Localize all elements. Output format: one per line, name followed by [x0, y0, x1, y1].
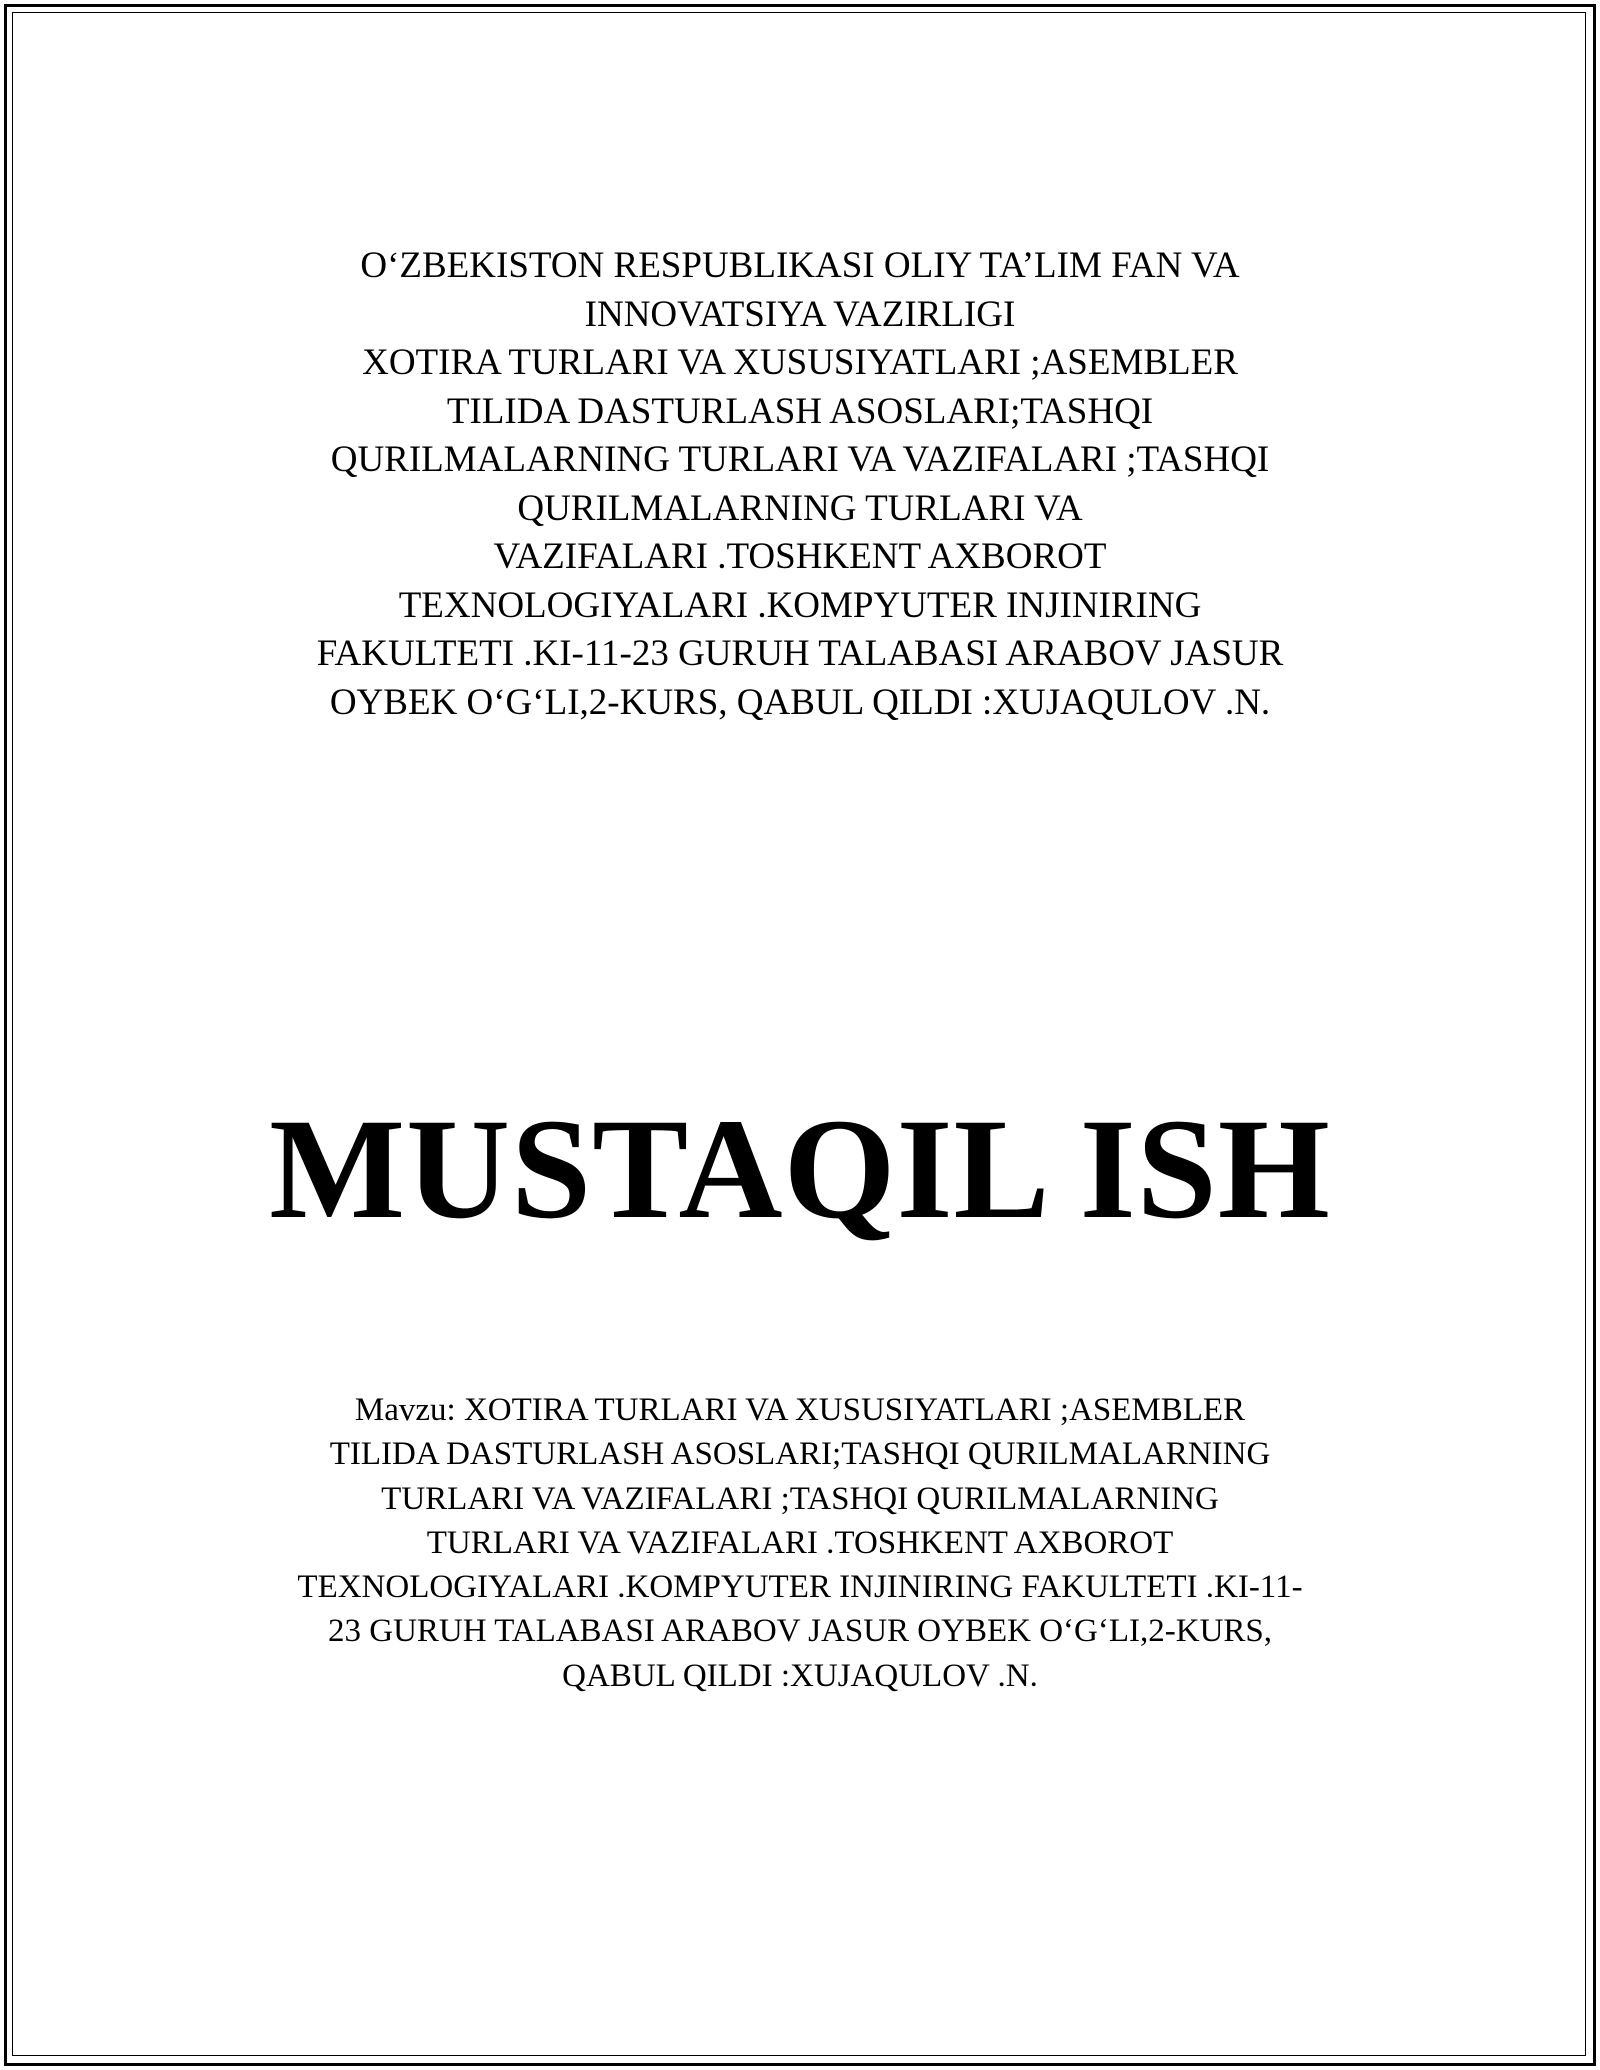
header-line: XOTIRA TURLARI VA XUSUSIYATLARI ;ASEMBLER [362, 342, 1238, 383]
topic-line: TILIDA DASTURLASH ASOSLARI;TASHQI QURILMALARNING [329, 1436, 1271, 1473]
header-line: TEXNOLOGIYALARI .KOMPYUTER INJINIRING [398, 584, 1202, 626]
header-line: O‘ZBEKISTON RESPUBLIKASI OLIY TA’LIM FAN VA [360, 245, 1240, 286]
topic-line: TEXNOLOGIYALARI .KOMPYUTER INJINIRING FAKULTETI .KI-11- [297, 1569, 1303, 1606]
topic-line: TURLARI VA VAZIFALARI .TOSHKENT AXBOROT [426, 1524, 1174, 1561]
header-line: OYBEK O‘G‘LI,2-KURS, QABUL QILDI :XUJAQULOV .N. [329, 681, 1271, 723]
topic-line: TURLARI VA VAZIFALARI ;TASHQI QURILMALARNING [381, 1480, 1219, 1517]
topic-block [0, 1388, 1600, 1698]
header-line: TILIDA DASTURLASH ASOSLARI;TASHQI [446, 390, 1154, 432]
document-title: MUSTAQIL ISH [269, 1090, 1331, 1249]
header-line: INNOVATSIYA VAZIRLIGI [584, 293, 1016, 335]
topic-line: 23 GURUH TALABASI ARABOV JASUR OYBEK O‘G‘LI,2-KURS, [327, 1613, 1273, 1650]
topic-line: Mavzu: XOTIRA TURLARI VA XUSUSIYATLARI ;ASEMBLER [354, 1392, 1246, 1428]
header-line: FAKULTETI .KI-11-23 GURUH TALABASI ARABOV JASUR [316, 633, 1284, 674]
header-block [0, 242, 1600, 727]
topic-line: QABUL QILDI :XUJAQULOV .N. [562, 1657, 1038, 1694]
header-line: VAZIFALARI .TOSHKENT AXBOROT [493, 536, 1107, 577]
header-line: QURILMALARNING TURLARI VA VAZIFALARI ;TASHQI [330, 439, 1270, 480]
header-line: QURILMALARNING TURLARI VA [517, 487, 1083, 529]
